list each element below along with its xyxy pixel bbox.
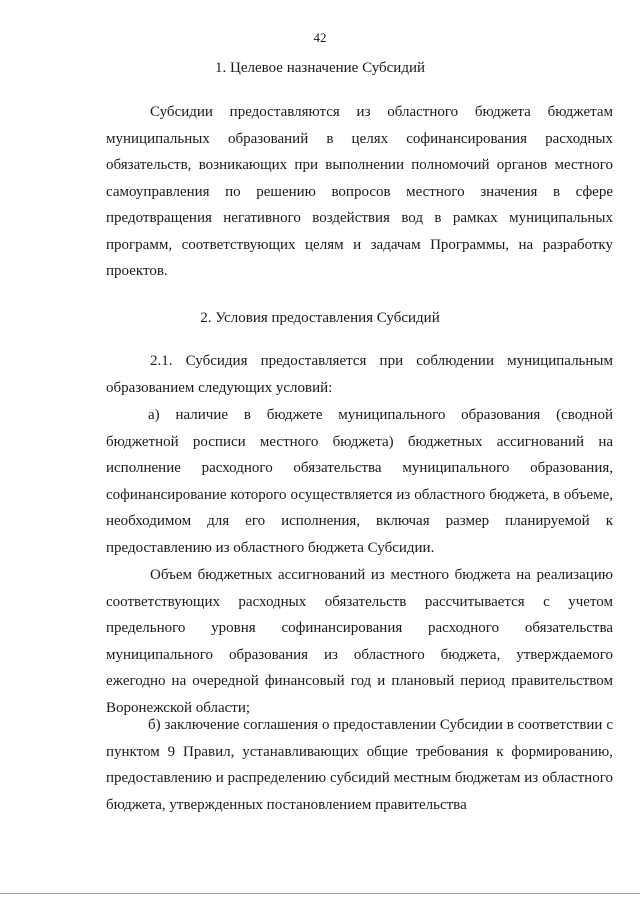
item-a: а) наличие в бюджете муниципального образования (сводной бюджетной росписи местного бюджета) бюджетных ассигнований на исполнение расходного обязательства муниципального образования, софинансирование которого осуществляется из областного бюджета, в объеме, необходимом для его исполнения, включая размер планируемой к предоставлению из областного бюджета Субсидии. (106, 407, 613, 556)
section-1-paragraph: Субсидии предоставляются из областного бюджета бюджетам муниципальных образований в целях софинансирования расходных обязательств, возникающих при выполнении полномочий органов местного самоуправления по решению вопросов местного значения в сфере предотвращения негативного воздействия вод в рамках муниципальных программ, соответствующих целям и задачам Программы, на разработку проектов. (106, 104, 613, 279)
item-b: б) заключение соглашения о предоставлении Субсидии в соответствии с пунктом 9 Правил, устанавливающих общие требования к формированию, предоставлению и распределению субсидий местным бюджетам из областного бюджета, утвержденных постановлением правительства (106, 717, 613, 813)
page-number: 42 (313, 30, 327, 45)
footer-divider (0, 893, 640, 894)
section-2-heading: 2. Условия предоставления Субсидий (200, 310, 440, 326)
volume-paragraph: Объем бюджетных ассигнований из местного бюджета на реализацию соответствующих расходных обязательств рассчитывается с учетом предельного уровня софинансирования расходного обязательства муниципального образования из областного бюджета, утверждаемого ежегодно на очередной финансовый год и плановый период правительством Воронежской области; (106, 567, 613, 716)
section-1-heading: 1. Целевое назначение Субсидий (215, 60, 425, 76)
clause-2-1: 2.1. Субсидия предоставляется при соблюдении муниципальным образованием следующих условий: (106, 353, 613, 396)
